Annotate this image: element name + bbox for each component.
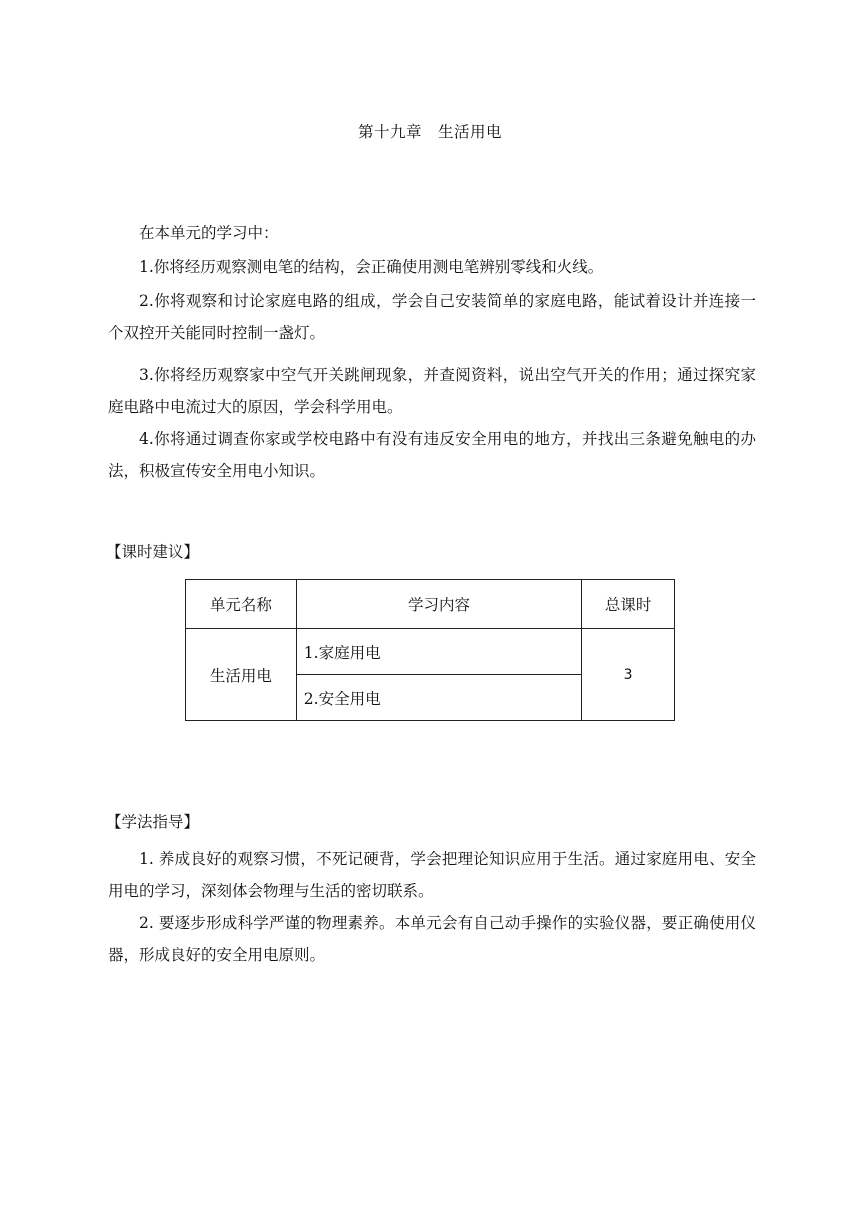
schedule-table — [185, 579, 675, 721]
table-header-row — [186, 580, 675, 629]
header-total-hours: 总课时 — [582, 580, 675, 629]
header-content: 学习内容 — [296, 580, 581, 629]
cell-total-hours: 3 — [582, 629, 675, 721]
guidance-heading: 【学法指导】 — [106, 813, 200, 831]
objective-3: 3.你将经历观察家中空气开关跳闸现象，并查阅资料，说出空气开关的作用；通过探究家庭电路中电流过大的原因，学会科学用电。 — [108, 366, 756, 416]
objective-1: 1.你将经历观察测电笔的结构，会正确使用测电笔辨别零线和火线。 — [139, 258, 604, 276]
objective-4: 4.你将通过调查你家或学校电路中有没有违反安全用电的地方，并找出三条避免触电的办法，积极宣传安全用电小知识。 — [108, 430, 756, 480]
guidance-item-1: 1. 养成良好的观察习惯，不死记硬背，学会把理论知识应用于生活。通过家庭用电、安全用电的学习，深刻体会物理与生活的密切联系。 — [108, 850, 756, 900]
schedule-heading: 【课时建议】 — [106, 543, 200, 561]
cell-unit-name: 生活用电 — [186, 629, 297, 721]
intro-paragraph: 在本单元的学习中： — [139, 224, 279, 242]
cell-content-1: 1.家庭用电 — [296, 629, 581, 675]
header-unit-name: 单元名称 — [186, 580, 297, 629]
cell-content-2: 2.安全用电 — [296, 675, 581, 721]
table-row — [186, 629, 675, 675]
objective-2: 2.你将观察和讨论家庭电路的组成，学会自己安装简单的家庭电路，能试着设计并连接一个双控开关能同时控制一盏灯。 — [108, 292, 756, 342]
guidance-item-2: 2. 要逐步形成科学严谨的物理素养。本单元会有自己动手操作的实验仪器，要正确使用仪器，形成良好的安全用电原则。 — [108, 914, 756, 964]
chapter-title: 第十九章 生活用电 — [357, 123, 502, 141]
